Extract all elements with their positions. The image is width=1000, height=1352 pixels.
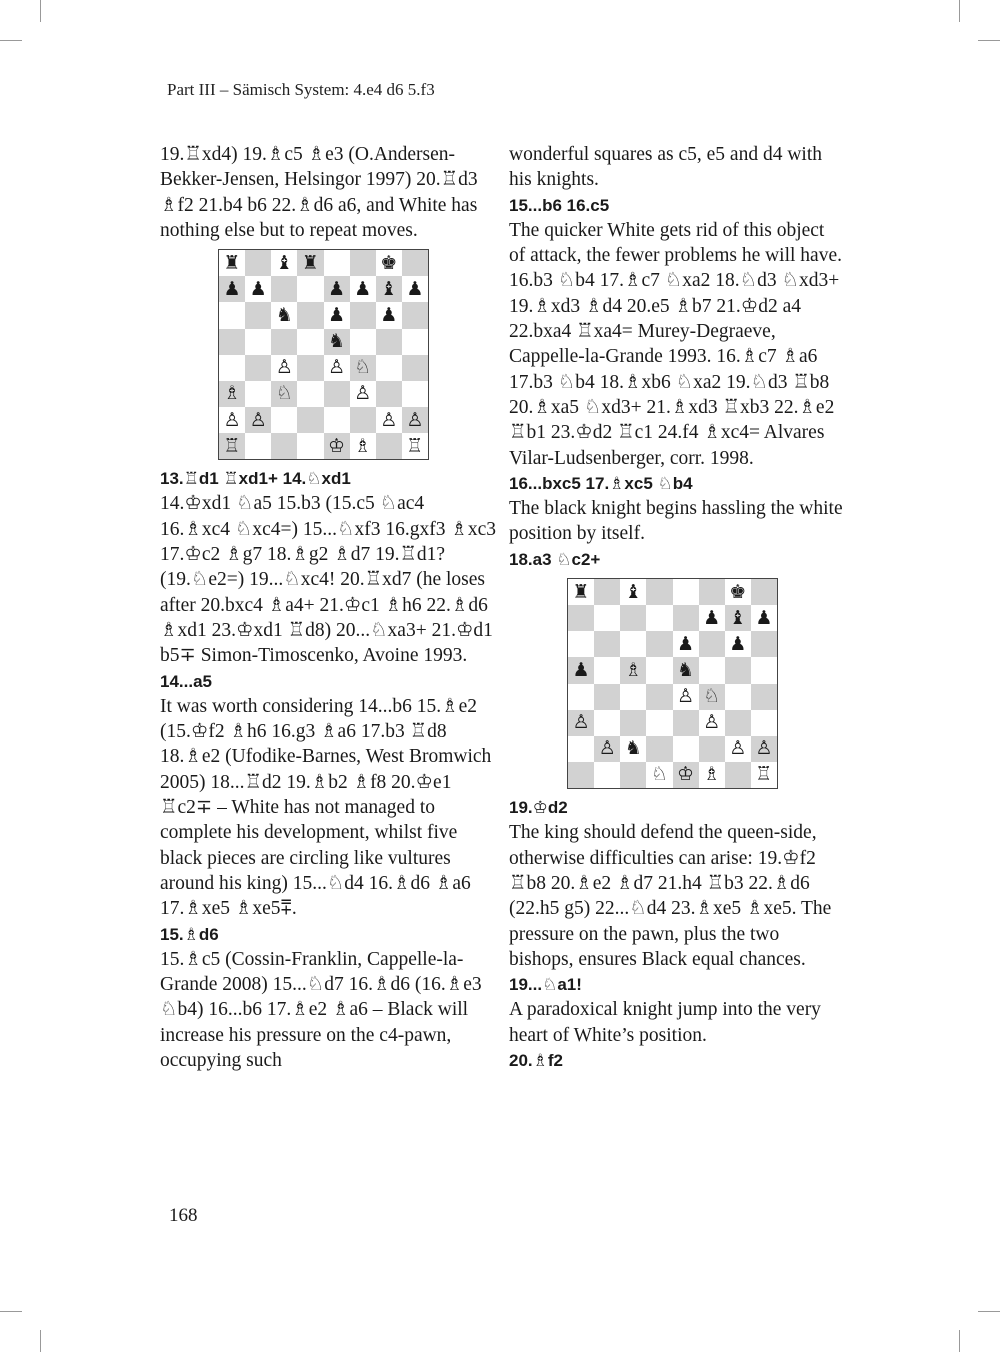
chess-piece: ♟ <box>673 631 699 657</box>
board-square <box>725 684 751 710</box>
chess-piece: ♗ <box>620 657 646 683</box>
right-column <box>509 142 845 1073</box>
board-square <box>350 329 376 355</box>
board-square <box>245 355 271 381</box>
chess-piece: ♙ <box>673 684 699 710</box>
board-square <box>350 302 376 328</box>
board-square <box>297 355 323 381</box>
board-square <box>245 381 271 407</box>
board-square <box>402 355 428 381</box>
board-square <box>245 329 271 355</box>
chess-piece: ♜ <box>568 579 594 605</box>
board-square <box>751 684 777 710</box>
board-square <box>402 302 428 328</box>
chess-piece: ♝ <box>725 605 751 631</box>
board-square <box>568 762 594 788</box>
move-heading: 16...bxc5 17.♗xc5 ♘b4 <box>509 473 693 493</box>
board-square <box>673 710 699 736</box>
chess-piece: ♙ <box>725 736 751 762</box>
chess-piece: ♖ <box>219 433 245 459</box>
annotation-text: 16.b3 ♘b4 17.♗c7 ♘xa2 18.♘d3 ♘xd3+ 19.♗xd3 ♗d4 20.e5 ♗b7 21.♔d2 a4 22.bxa4 ♖xa4= Murey-Degraeve, Cappelle-la-Grande 1993. 16.♗c7 ♗a6 17.b3 ♘b4 18.♗xb6 ♘xa2 19.♘d3 ♖b8 20.♗xa5 ♘xd3+ 21.♗xd3 ♖xb3 22.♗e2 ♖b1 23.♔d2 ♖c1 24.f4 ♗xc4= Alvares Vilar-Ludsenberger, corr. 1998. <box>509 270 840 469</box>
board-square <box>350 250 376 276</box>
chess-piece: ♙ <box>324 355 350 381</box>
page-number: 168 <box>169 1205 198 1226</box>
chess-diagram <box>160 249 496 460</box>
chess-piece: ♟ <box>725 631 751 657</box>
chess-piece: ♙ <box>245 407 271 433</box>
crop-mark <box>978 1311 1000 1312</box>
chess-piece: ♟ <box>699 605 725 631</box>
chess-piece: ♘ <box>646 762 672 788</box>
board-square <box>376 433 402 459</box>
crop-mark <box>959 0 960 22</box>
board-square <box>568 736 594 762</box>
chess-piece: ♖ <box>402 433 428 459</box>
board-square <box>245 433 271 459</box>
chess-piece: ♟ <box>324 276 350 302</box>
annotation-text: wonderful squares as c5, e5 and d4 with his knights. <box>509 144 822 191</box>
board-square <box>594 684 620 710</box>
board-square <box>699 631 725 657</box>
chess-piece: ♗ <box>699 762 725 788</box>
move-heading: 19...♘a1! <box>509 975 582 995</box>
board-square <box>620 605 646 631</box>
chess-piece: ♟ <box>402 276 428 302</box>
chess-piece: ♝ <box>376 276 402 302</box>
chess-piece: ♟ <box>324 302 350 328</box>
chess-piece: ♙ <box>568 710 594 736</box>
board-square <box>350 407 376 433</box>
board-square <box>324 250 350 276</box>
move-heading: 14...a5 <box>160 671 212 691</box>
board-square <box>673 579 699 605</box>
crop-mark <box>0 1311 22 1312</box>
board-square <box>725 657 751 683</box>
board-square <box>297 433 323 459</box>
crop-mark <box>40 1330 41 1352</box>
move-heading: 19.♔d2 <box>509 798 568 818</box>
board-square <box>620 684 646 710</box>
board-square <box>620 631 646 657</box>
board-square <box>594 710 620 736</box>
chess-piece: ♟ <box>245 276 271 302</box>
board-square <box>376 329 402 355</box>
chess-piece: ♚ <box>725 579 751 605</box>
chess-piece: ♟ <box>376 302 402 328</box>
board-square <box>620 710 646 736</box>
chess-piece: ♗ <box>350 433 376 459</box>
board-square <box>594 579 620 605</box>
annotation-text: A paradoxical knight jump into the very heart of White’s position. <box>509 999 821 1046</box>
board-square <box>219 302 245 328</box>
board-square <box>568 631 594 657</box>
left-column <box>160 142 496 1073</box>
board-square <box>271 433 297 459</box>
chess-piece: ♟ <box>219 276 245 302</box>
board-square <box>297 302 323 328</box>
board-square <box>646 579 672 605</box>
annotation-text: 14.♔xd1 ♘a5 15.b3 (15.c5 ♘ac4 16.♗xc4 ♘xc4=) 15...♘xf3 16.gxf3 ♗xc3 17.♔c2 ♗g7 18.♗g2 ♗d7 19.♖d1? (19.♘e2=) 19...♘xc4! 20.♖xd7 (he loses after 20.bxc4 ♗a4+ 21.♔c1 ♗h6 22.♗d6 ♗xd1 23.♔xd1 ♖d8) 20...♘xa3+ 21.♔d1 b5∓ Simon-Timoscenko, Avoine 1993. <box>160 493 496 667</box>
board-square <box>751 579 777 605</box>
chess-piece: ♔ <box>673 762 699 788</box>
board-square <box>751 657 777 683</box>
chess-piece: ♙ <box>402 407 428 433</box>
crop-mark <box>978 40 1000 41</box>
chess-piece: ♝ <box>271 250 297 276</box>
chess-piece: ♔ <box>324 433 350 459</box>
chess-piece: ♟ <box>751 605 777 631</box>
annotation-text: 19.♖xd4) 19.♗c5 ♗e3 (O.Andersen-Bekker-Jensen, Helsingor 1997) 20.♖d3 ♗f2 21.b4 b6 22.♗d6 a6, and White has nothing else but to repeat moves. <box>160 144 478 241</box>
move-heading: 15...b6 16.c5 <box>509 195 610 215</box>
board-square <box>271 329 297 355</box>
board-square <box>219 329 245 355</box>
move-heading: 15.♗d6 <box>160 924 219 944</box>
board-square <box>271 407 297 433</box>
board-square <box>646 657 672 683</box>
board-square <box>402 329 428 355</box>
annotation-text: It was worth considering 14...b6 15.♗e2 (15.♔f2 ♗h6 16.g3 ♗a6 17.b3 ♖d8 18.♗e2 (Ufodike-Barnes, West Bromwich 2005) 18...♖d2 19.♗b2 ♗f8 20.♔e1 ♖c2∓ – White has not managed to complete his development, whilst five black pieces are circling like vultures around his king) 15...♘d4 16.♗d6 ♗a6 17.♗xe5 ♗xe5⩱. <box>160 695 492 920</box>
chess-piece: ♙ <box>271 355 297 381</box>
board-square <box>376 355 402 381</box>
board-square <box>594 631 620 657</box>
chess-piece: ♚ <box>376 250 402 276</box>
board-square <box>725 710 751 736</box>
board-square <box>751 631 777 657</box>
board-square <box>297 381 323 407</box>
chess-piece: ♞ <box>324 329 350 355</box>
board-square <box>402 381 428 407</box>
chess-piece: ♙ <box>699 710 725 736</box>
chess-piece: ♜ <box>219 250 245 276</box>
annotation-text: The quicker White gets rid of this object of attack, the fewer problems he will have. <box>509 219 842 267</box>
chess-piece: ♞ <box>620 736 646 762</box>
board-square <box>568 684 594 710</box>
board-square <box>297 329 323 355</box>
annotation-text: The king should defend the queen-side, otherwise difficulties can arise: 19.♔f2 ♖b8 20.♗e2 ♗d7 21.h4 ♖b3 22.♗d6 (22.h5 g5) 22...♘d4 23.♗xe5 ♗xe5. The pressure on the pawn, plus the two bishops, ensures Black equal chances. <box>509 822 832 970</box>
chess-piece: ♙ <box>219 407 245 433</box>
board-square <box>245 250 271 276</box>
crop-mark <box>959 1330 960 1352</box>
board-square <box>594 657 620 683</box>
chessboard <box>218 249 429 460</box>
board-square <box>245 302 271 328</box>
chess-piece: ♘ <box>350 355 376 381</box>
board-square <box>646 710 672 736</box>
board-square <box>271 276 297 302</box>
board-square <box>725 762 751 788</box>
board-square <box>646 631 672 657</box>
board-square <box>568 605 594 631</box>
board-square <box>324 381 350 407</box>
chessboard <box>567 578 778 789</box>
board-square <box>699 657 725 683</box>
board-square <box>673 736 699 762</box>
move-heading: 20.♗f2 <box>509 1051 563 1071</box>
annotation-text: The black knight begins hassling the white position by itself. <box>509 498 843 545</box>
board-square <box>219 355 245 381</box>
chess-piece: ♘ <box>271 381 297 407</box>
board-square <box>594 605 620 631</box>
chess-piece: ♟ <box>350 276 376 302</box>
board-square <box>297 276 323 302</box>
board-square <box>646 684 672 710</box>
chess-piece: ♜ <box>297 250 323 276</box>
board-square <box>673 605 699 631</box>
board-square <box>646 605 672 631</box>
running-head: Part III – Sämisch System: 4.e4 d6 5.f3 <box>167 80 435 99</box>
chess-piece: ♘ <box>699 684 725 710</box>
chess-piece: ♙ <box>594 736 620 762</box>
move-heading: 18.a3 ♘c2+ <box>509 549 601 569</box>
board-square <box>699 736 725 762</box>
crop-mark <box>0 40 22 41</box>
chess-piece: ♟ <box>568 657 594 683</box>
chess-diagram <box>509 578 845 789</box>
chess-piece: ♙ <box>751 736 777 762</box>
chess-piece: ♝ <box>620 579 646 605</box>
chess-piece: ♙ <box>350 381 376 407</box>
board-square <box>376 381 402 407</box>
board-square <box>646 736 672 762</box>
chess-piece: ♙ <box>376 407 402 433</box>
board-square <box>751 710 777 736</box>
board-square <box>594 762 620 788</box>
board-square <box>324 407 350 433</box>
chess-piece: ♗ <box>219 381 245 407</box>
chess-piece: ♖ <box>751 762 777 788</box>
board-square <box>699 579 725 605</box>
board-square <box>620 762 646 788</box>
chess-piece: ♞ <box>271 302 297 328</box>
board-square <box>297 407 323 433</box>
move-heading: 13.♖d1 ♖xd1+ 14.♘xd1 <box>160 469 351 489</box>
crop-mark <box>40 0 41 22</box>
annotation-text: 15.♗c5 (Cossin-Franklin, Cappelle-la-Grande 2008) 15...♘d7 16.♗d6 (16.♗e3 ♘b4) 16...b6 17.♗e2 ♗a6 – Black will increase his pressure on the c4-pawn, occupying such <box>160 948 482 1072</box>
chess-piece: ♞ <box>673 657 699 683</box>
board-square <box>402 250 428 276</box>
